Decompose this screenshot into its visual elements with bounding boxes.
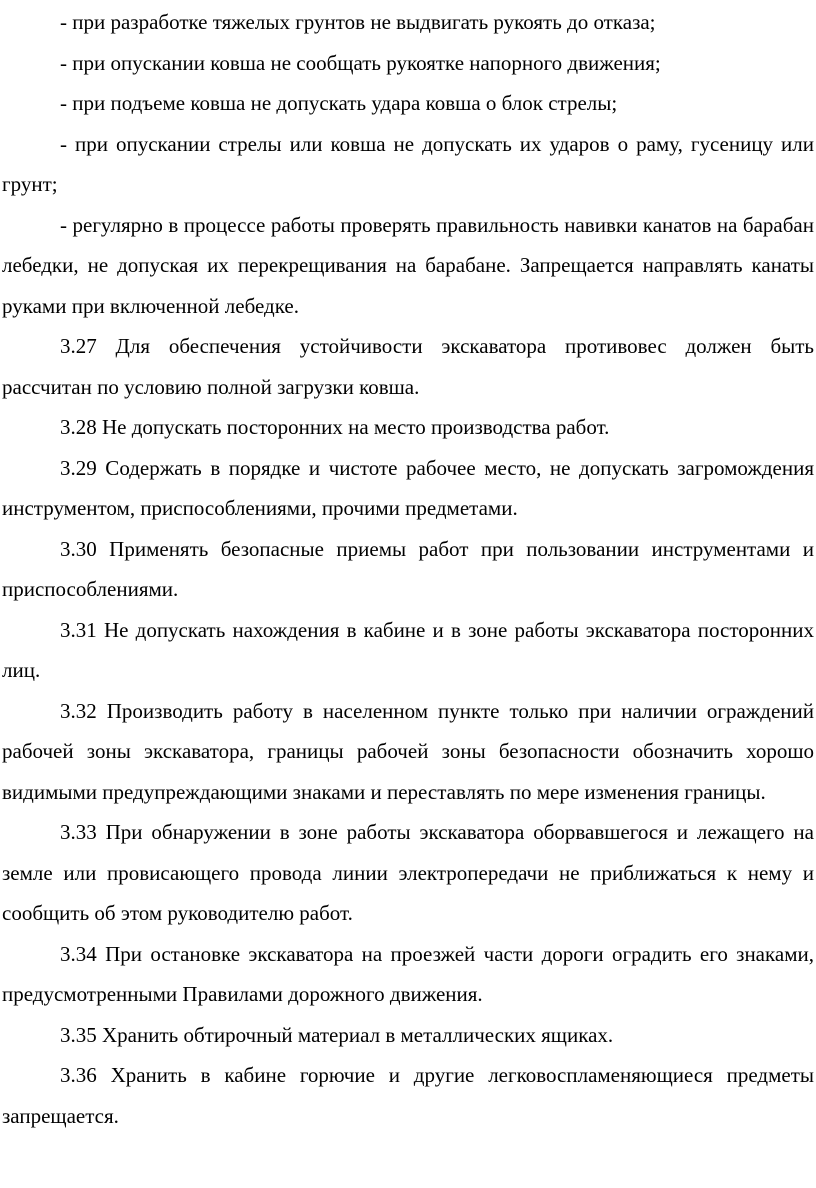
paragraph-3-31: 3.31 Не допускать нахождения в кабине и в зоне работы экскаватора посторонних лиц. xyxy=(2,617,814,682)
paragraph-rule-lifting-bucket: - при подъеме ковша не допускать удара ковша о блок стрелы; xyxy=(60,91,618,115)
paragraph-3-27: 3.27 Для обеспечения устойчивости экскаватора противовес должен быть рассчитан по условию полной загрузки ковша. xyxy=(2,334,814,399)
paragraph-rule-digging: - при разработке тяжелых грунтов не выдвигать рукоять до отказа; xyxy=(60,10,656,34)
paragraph-3-33: 3.33 При обнаружении в зоне работы экскаватора оборвавшегося и лежащего на земле или провисающего провода линии электропередачи не приближаться к нему и сообщить об этом руководителю работ. xyxy=(2,820,814,925)
paragraph-3-32: 3.32 Производить работу в населенном пункте только при наличии ограждений рабочей зоны экскаватора, границы рабочей зоны безопасности обозначить хорошо видимыми предупреждающими знаками и переставлять по мере изменения границы. xyxy=(2,698,814,804)
paragraph-rule-winch-cables: - регулярно в процессе работы проверять правильность навивки канатов на барабан лебедки, не допуская их перекрещивания на барабане. Запрещается направлять канаты руками при включенной лебедке. xyxy=(2,212,814,318)
paragraph-3-30: 3.30 Применять безопасные приемы работ при пользовании инструментами и приспособлениями. xyxy=(2,536,814,601)
paragraph-3-28: 3.28 Не допускать посторонних на место производства работ. xyxy=(60,415,610,439)
paragraph-rule-lowering-bucket: - при опускании ковша не сообщать рукоятке напорного движения; xyxy=(60,50,661,75)
paragraph-3-36: 3.36 Хранить в кабине горючие и другие легковоспламеняющиеся предметы запрещается. xyxy=(2,1063,814,1128)
paragraph-3-35: 3.35 Хранить обтирочный материал в металлических ящиках. xyxy=(60,1022,614,1047)
paragraph-3-34: 3.34 При остановке экскаватора на проезжей части дороги оградить его знаками, предусмотренными Правилами дорожного движения. xyxy=(2,941,814,1006)
paragraph-rule-lowering-boom: - при опускании стрелы или ковша не допускать их ударов о раму, гусеницу или грунт; xyxy=(2,131,814,196)
paragraph-3-29: 3.29 Содержать в порядке и чистоте рабочее место, не допускать загромождения инструментом, приспособлениями, прочими предметами. xyxy=(2,455,814,520)
